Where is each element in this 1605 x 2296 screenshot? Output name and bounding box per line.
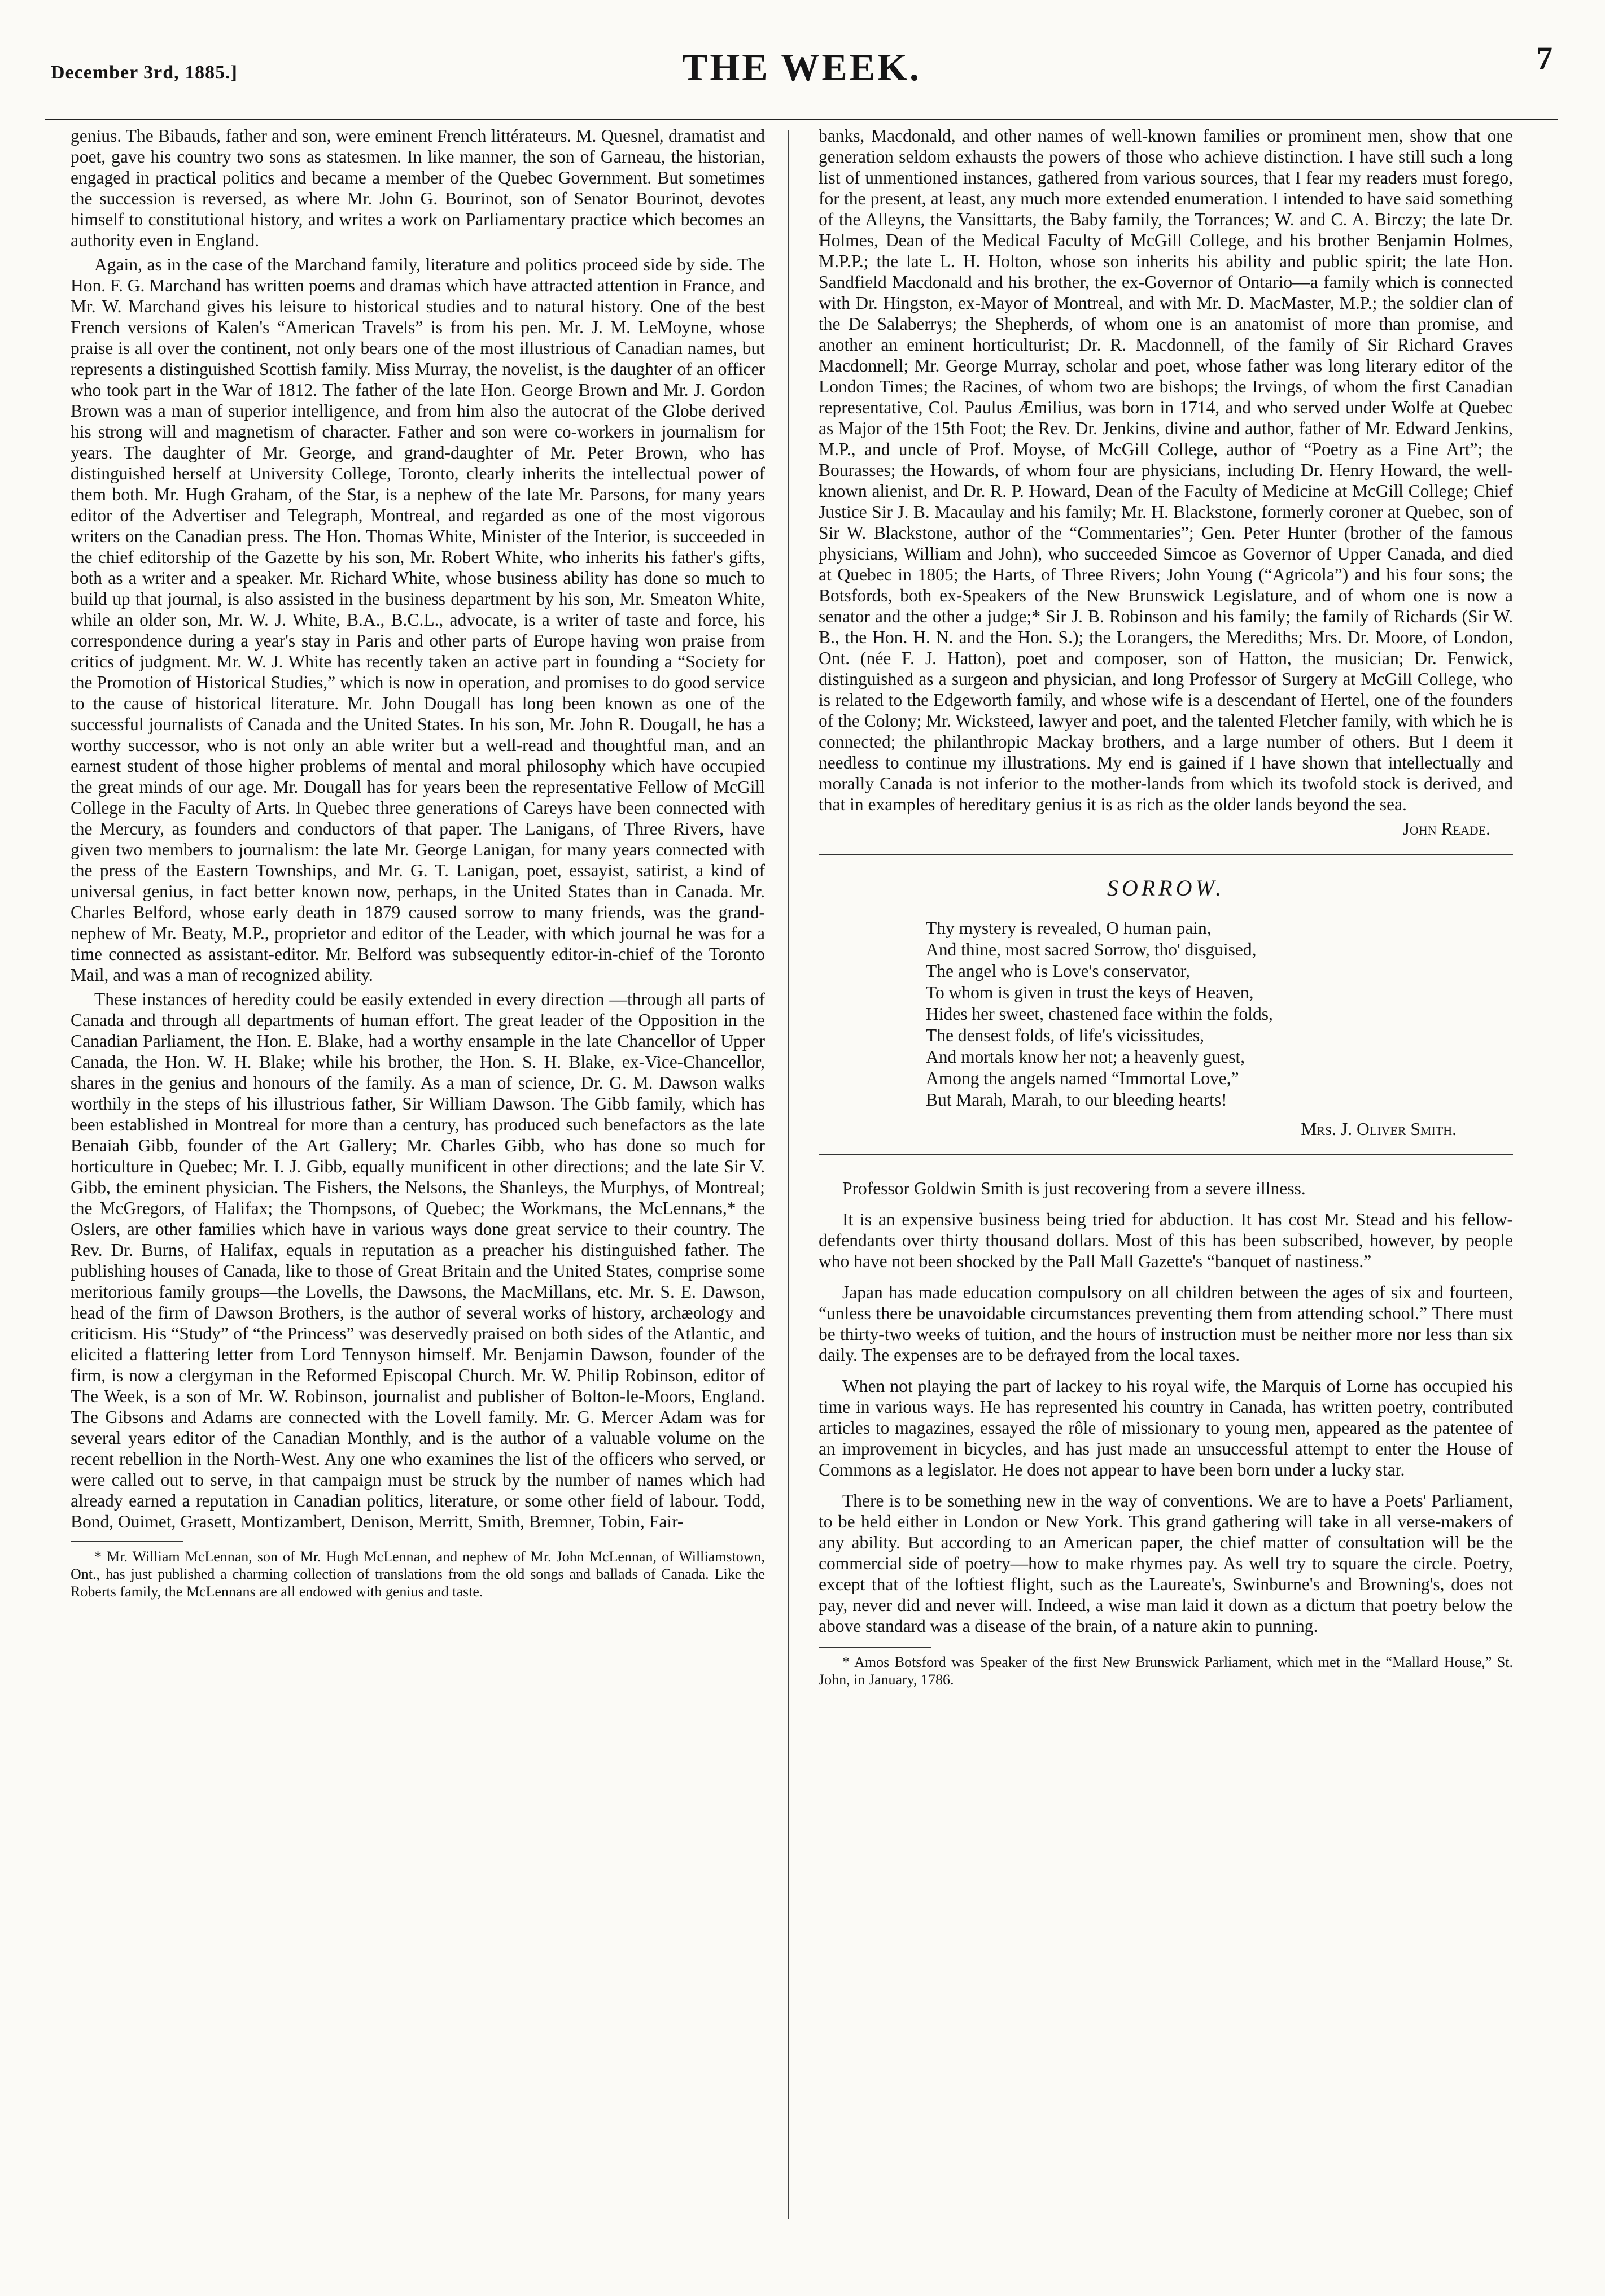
poem-line: And thine, most sacred Sorrow, tho' disguised, (926, 940, 1257, 959)
news-item: When not playing the part of lackey to his royal wife, the Marquis of Lorne has occupied his time in various ways. He has represented his country in Canada, has written poetry, contributed articles to magazines, essayed the rôle of missionary to young men, appeared as the patentee of an improvement in bicycles, and has just made an unsuccessful attempt to enter the House of Commons as a legislator. He does not appear to have been born under a lucky star. (819, 1376, 1513, 1479)
article-author: John Reade. (1402, 819, 1490, 839)
poem-line: And mortals know her not; a heavenly guest, (926, 1047, 1245, 1067)
poem-line: The densest folds, of life's vicissitudes, (926, 1025, 1204, 1045)
article-paragraph: These instances of heredity could be easily extended in every direction —through all parts of Canada and through all departments of human effort. The great leader of the Opposition in the Canadian Parliament, the Hon. E. Blake, had a worthy ensample in the late Chancellor of Upper Canada, the Hon. W. H. Blake; while his brother, the Hon. S. H. Blake, ex-Vice-Chancellor, shares in the genius and honours of the family. As a man of science, Dr. G. M. Dawson walks worthily in the steps of his illustrious father, Sir William Dawson. The Gibb family, which has been established in Montreal for more than a century, has produced such benefactors as the late Benaiah Gibb, founder of the Art Gallery; Mr. Charles Gibb, who has done so much for horticulture in Quebec; Mr. I. J. Gibb, equally munificent in other directions; and the late Sir V. Gibb, the eminent physician. The Fishers, the Nelsons, the Shanleys, the Murphys, of Montreal; the McGregors, of Halifax; the Thompsons, of Quebec; the Workmans, the McLennans,* the Oslers, are other families which have in various ways done great service to their country. The Rev. Dr. Burns, of Halifax, equals in reputation as a preacher his distinguished father. The publishing houses of Canada, like to those of Great Britain and the United States, comprise some meritorious family groups—the Lovells, the Dawsons, the MacMillans, etc. Mr. S. E. Dawson, head of the firm of Dawson Brothers, is the author of several works of history, archæology and criticism. His “Study” of “the Princess” was deservedly praised on both sides of the Atlantic, and elicited a flattering letter from Lord Tennyson himself. Mr. Benjamin Dawson, founder of the firm, is now a clergyman in the Reformed Episcopal Church. Mr. W. Philip Robinson, editor of The Week, is a son of Mr. W. Robinson, journalist and publisher of Bolton-le-Moors, England. The Gibsons and Adams are connected with the Lovell family. Mr. G. Mercer Adam was for several years editor of the Canadian Monthly, and is the author of a valuable volume on the recent rebellion in the North-West. Any one who examines the list of the officers who served, or were called out to serve, in that campaign must be struck by the number of names which had already earned a reputation in Canadian politics, literature, or some other field of labour. Todd, Bond, Ouimet, Grasett, Montizambert, Denison, Merritt, Smith, Bremner, Tobin, Fair- (71, 989, 765, 1531)
poem-line: Thy mystery is revealed, O human pain, (926, 918, 1212, 938)
news-item: It is an expensive business being tried for abduction. It has cost Mr. Stead and his fellow-defendants over thirty thousand dollars. Most of this has been subscribed, however, by people who have not been shocked by the Pall Mall Gazette's “banquet of nastiness.” (819, 1210, 1513, 1271)
section-divider (819, 1154, 1513, 1155)
article-paragraph: genius. The Bibauds, father and son, were eminent French littérateurs. M. Quesnel, dramatist and poet, gave his country two sons as statesmen. In like manner, the son of Garneau, the historian, engaged in practical politics and became a member of the Quebec Government. But sometimes the succession is reversed, as where Mr. John G. Bourinot, son of Senator Bourinot, devotes himself to constitutional history, and writes a work on Parliamentary practice which becomes an authority even in England. (71, 126, 765, 250)
poem-line: Among the angels named “Immortal Love,” (926, 1068, 1239, 1088)
news-item: Japan has made education compulsory on all children between the ages of six and fourteen, “unless there be unavoidable circumstances preventing them from attending school.” There must be thirty-two weeks of tuition, and the hours of instruction must be neither more nor less than six daily. The expenses are to be defrayed from the local taxes. (819, 1282, 1513, 1365)
poem-line: To whom is given in trust the keys of Heaven, (926, 983, 1254, 1002)
page-number: 7 (1536, 40, 1552, 77)
poem-line: Hides her sweet, chastened face within the folds, (926, 1004, 1273, 1024)
article-paragraph: Again, as in the case of the Marchand family, literature and politics proceed side by side. The Hon. F. G. Marchand has written poems and dramas which have attracted attention in France, and Mr. W. Marchand gives his leisure to historical studies and to natural history. One of the best French versions of Kalen's “American Travels” is from his pen. Mr. J. M. LeMoyne, whose praise is all over the continent, not only bears one of the most illustrious of Canadian names, but represents a distinguished Scottish family. Miss Murray, the novelist, is the daughter of an officer who took part in the War of 1812. The father of the late Hon. George Brown and Mr. J. Gordon Brown was a man of superior intelligence, and from him also the autocrat of the Globe derived his strong will and magnetism of character. Father and son were co-workers in journalism for years. The daughter of Mr. George, and grand-daughter of Mr. Peter Brown, who has distinguished herself at University College, Toronto, clearly inherits the intellectual power of them both. Mr. Hugh Graham, of the Star, is a nephew of the late Mr. Parsons, for many years editor of the Advertiser and Telegraph, Montreal, and regarded as one of the most vigorous writers on the Canadian press. The Hon. Thomas White, Minister of the Interior, is succeeded in the chief editorship of the Gazette by his son, Mr. Robert White, who inherits his father's gifts, both as a writer and a speaker. Mr. Richard White, whose business ability has done so much to build up that journal, is also assisted in the business department by his son, Mr. Smeaton White, while an older son, Mr. W. J. White, B.A., B.C.L., advocate, is a writer of taste and force, his correspondence during a year's stay in Paris and other parts of Europe having won praise from critics of judgment. Mr. W. J. White has recently taken an active part in founding a “Society for the Promotion of Historical Studies,” which is now in operation, and promises to do good service to the cause of historical literature. Mr. John Dougall has long been known as one of the successful journalists of Canada and the United States. In his son, Mr. John R. Dougall, he has a worthy successor, who is not only an able writer but a well-read and thoughtful man, and an earnest student of those higher problems of mental and moral philosophy which have occupied the great minds of our age. Mr. Dougall has for years been the representative Fellow of McGill College in the Faculty of Arts. In Quebec three generations of Careys have been connected with the Mercury, as founders and conductors of that paper. The Lanigans, of Three Rivers, have given two members to journalism: the late Mr. George Lanigan, for many years connected with the press of the Eastern Townships, and Mr. G. T. Lanigan, poet, essayist, satirist, a kind of universal genius, in fact better known now, perhaps, in the United States than in Canada. Mr. Charles Belford, whose early death in 1879 caused sorrow to many friends, was the grand-nephew of Mr. Beaty, M.P., proprietor and editor of the Leader, with which journal he was for a time connected as assistant-editor. Mr. Belford was subsequently editor-in-chief of the Toronto Mail, and was a man of recognized ability. (71, 255, 765, 985)
poem-line: The angel who is Love's conservator, (926, 961, 1191, 981)
page-header (45, 34, 1558, 120)
footnote: * Amos Botsford was Speaker of the first New Brunswick Parliament, which met in the “Mallard House,” St. John, in January, 1786. (819, 1654, 1513, 1688)
right-column (819, 125, 1513, 1692)
masthead-title: THE WEEK. (682, 46, 921, 89)
footnote: * Mr. William McLennan, son of Mr. Hugh McLennan, and nephew of Mr. John McLennan, of Williamstown, Ont., has just published a charming collection of translations from the old songs and ballads of Canada. Like the Roberts family, the McLennans are all endowed with genius and taste. (71, 1548, 765, 1600)
news-item: Professor Goldwin Smith is just recovering from a severe illness. (842, 1178, 1306, 1198)
poem-author: Mrs. J. Oliver Smith. (1301, 1119, 1457, 1139)
footnote-rule (819, 1647, 931, 1648)
poem-title: SORROW. (1107, 875, 1225, 901)
article-paragraph: banks, Macdonald, and other names of well-known families or prominent men, show that one generation seldom exhausts the powers of those who achieve distinction. I have still such a long list of unmentioned instances, gathered from various sources, that I fear my readers must forego, for the present, at least, any much more extended enumeration. I intended to have said something of the Alleyns, the Vansittarts, the Baby family, the Torrances; W. and C. A. Birczy; the late Dr. Holmes, Dean of the Medical Faculty of McGill College, and his brother Benjamin Holmes, M.P.P.; the late L. H. Holton, whose son inherits his ability and public spirit; the late Hon. Sandfield Macdonald and his brother, the ex-Governor of Ontario—a family which is connected with Dr. Hingston, ex-Mayor of Montreal, and with Mr. D. MacMaster, M.P.; the soldier clan of the De Salaberrys; the Shepherds, of whom one is an anatomist of more than promise, and another an eminent horticulturist; Dr. R. Macdonnell, of the family of Sir Richard Graves Macdonnell; Mr. George Murray, scholar and poet, whose father was long literary editor of the London Times; the Racines, of whom two are bishops; the Irvings, of whom the first Canadian representative, Col. Paulus Æmilius, was born in 1714, and who served under Wolfe at Quebec as Major of the 15th Foot; the Rev. Dr. Jenkins, divine and author, father of Mr. Edward Jenkins, M.P., and uncle of Prof. Moyse, of McGill College, author of “Poetry as a Fine Art”; the Bourasses; the Howards, of whom four are physicians, including Dr. Henry Howard, the well-known alienist, and Dr. R. P. Howard, Dean of the Faculty of Medicine at McGill College; Chief Justice Sir J. B. Macaulay and his family; Mr. H. Blackstone, formerly coroner at Quebec, son of Sir W. Blackstone, author of the “Commentaries”; Gen. Peter Hunter (brother of the famous physicians, William and John), who succeeded Simcoe as Governor of Upper Canada, and died at Quebec in 1805; the Harts, of Three Rivers; John Young (“Agricola”) and his four sons; the Botsfords, both ex-Speakers of the New Brunswick Legislature, and of whom one is now a senator and the other a judge;* Sir J. B. Robinson and his family; the family of Richards (Sir W. B., the Hon. H. N. and the Hon. S.); the Lorangers, the Merediths; Mrs. Dr. Moore, of London, Ont. (née F. J. Hatton), poet and composer, son of Hatton, the musician; Dr. Fenwick, distinguished as a surgeon and physician, and long Professor of Surgery at McGill College, who is related to the Edgeworth family, and whose wife is a descendant of Hertel, one of the founders of the Colony; Mr. Wicksteed, lawyer and poet, and the talented Fletcher family, with which he is connected; the philanthropic Mackay brothers, and a large number of others. But I deem it needless to continue my illustrations. My end is gained if I have shown that intellectually and morally Canada is not inferior to the mother-lands from which its twofold stock is derived, and that in examples of hereditary genius it is as rich as the older lands beyond the sea. (819, 126, 1513, 814)
column-divider (788, 130, 789, 2219)
news-items (819, 1178, 1513, 1636)
left-column (71, 125, 765, 1604)
poem (926, 918, 1513, 1111)
news-item: There is to be something new in the way of conventions. We are to have a Poets' Parliament, to be held either in London or New York. This grand gathering will take in all verse-makers of any ability. But according to an American paper, the chief matter of consultation will be the commercial side of poetry—how to make rhymes pay. As well try to square the circle. Poetry, except that of the loftiest flight, such as the Laureate's, Swinburne's and Browning's, does not pay, never did and never will. Indeed, a wise man laid it down as a dictum that poetry below the above standard was a disease of the brain, of a nature akin to punning. (819, 1491, 1513, 1636)
poem-line: But Marah, Marah, to our bleeding hearts! (926, 1090, 1227, 1110)
footnote-rule (71, 1541, 183, 1542)
issue-date: December 3rd, 1885.] (51, 62, 238, 83)
section-divider (819, 854, 1513, 855)
